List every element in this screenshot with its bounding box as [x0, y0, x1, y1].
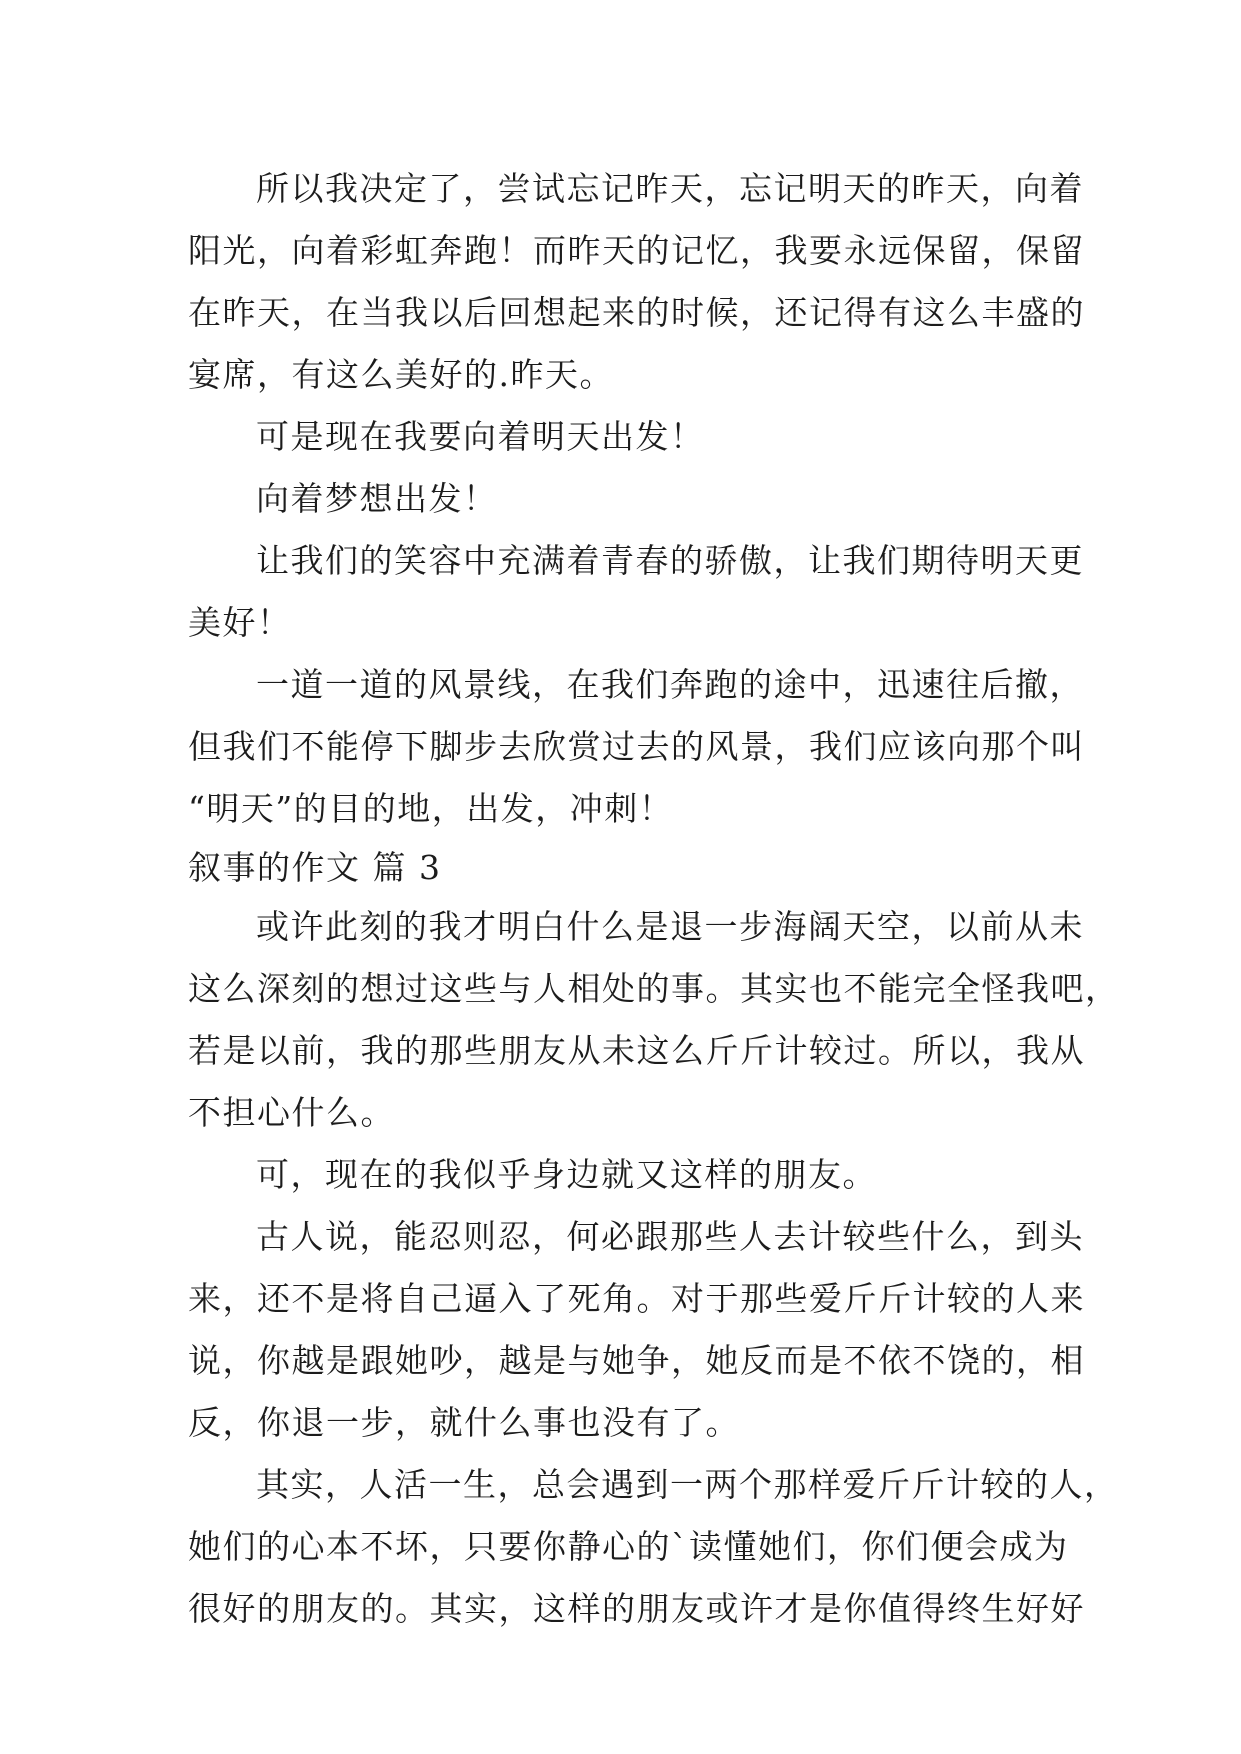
text-line: 阳光，向着彩虹奔跑！而昨天的记忆，我要永远保留，保留: [188, 231, 1085, 270]
text-line: 可，现在的我似乎身边就又这样的朋友。: [256, 1155, 877, 1194]
paragraph: [188, 468, 1068, 530]
text-line: 不担心什么。: [188, 1093, 395, 1132]
text-line: 来，还不是将自己逼入了死角。对于那些爱斤斤计较的人来: [188, 1279, 1085, 1318]
text-line: 说，你越是跟她吵，越是与她争，她反而是不依不饶的，相: [188, 1341, 1085, 1380]
paragraph: [188, 896, 1120, 1144]
paragraph: [188, 406, 1068, 468]
text-line: 她们的心本不坏，只要你静心的`读懂她们，你们便会成为: [188, 1527, 1069, 1566]
text-line: “明天”的目的地，出发，冲刺！: [188, 789, 674, 828]
text-line: 其实，人活一生，总会遇到一两个那样爱斤斤计较的人，: [256, 1465, 1119, 1504]
text-line: 美好！: [188, 603, 292, 642]
text-line: 所以我决定了，尝试忘记昨天，忘记明天的昨天，向着: [256, 169, 1084, 208]
text-line: 可是现在我要向着明天出发！: [256, 417, 705, 456]
text-line: 若是以前，我的那些朋友从未这么斤斤计较过。所以，我从: [188, 1031, 1085, 1070]
text-line: 或许此刻的我才明白什么是退一步海阔天空，以前从未: [256, 907, 1084, 946]
paragraph: [188, 1206, 1085, 1454]
section-heading: 叙事的作文 篇 3: [188, 848, 442, 887]
text-line: 但我们不能停下脚步去欣赏过去的风景，我们应该向那个叫: [188, 727, 1085, 766]
text-line: 反，你退一步，就什么事也没有了。: [188, 1403, 740, 1442]
text-line: 向着梦想出发！: [256, 479, 498, 518]
text-line: 一道一道的风景线，在我们奔跑的途中，迅速往后撤，: [256, 665, 1084, 704]
paragraph: [188, 1454, 1119, 1640]
text-line: 让我们的笑容中充满着青春的骄傲，让我们期待明天更: [256, 541, 1084, 580]
paragraph: [188, 654, 1085, 840]
text-line: 古人说，能忍则忍，何必跟那些人去计较些什么，到头: [256, 1217, 1084, 1256]
text-line: 很好的朋友的。其实，这样的朋友或许才是你值得终生好好: [188, 1589, 1085, 1628]
paragraph: [188, 158, 1085, 406]
text-line: 这么深刻的想过这些与人相处的事。其实也不能完全怪我吧，: [188, 969, 1120, 1008]
paragraph: [188, 1144, 1068, 1206]
paragraph: [188, 530, 1084, 654]
document-body: [188, 158, 1120, 1640]
text-line: 在昨天，在当我以后回想起来的时候，还记得有这么丰盛的: [188, 293, 1085, 332]
text-line: 宴席，有这么美好的.昨天。: [188, 355, 614, 394]
